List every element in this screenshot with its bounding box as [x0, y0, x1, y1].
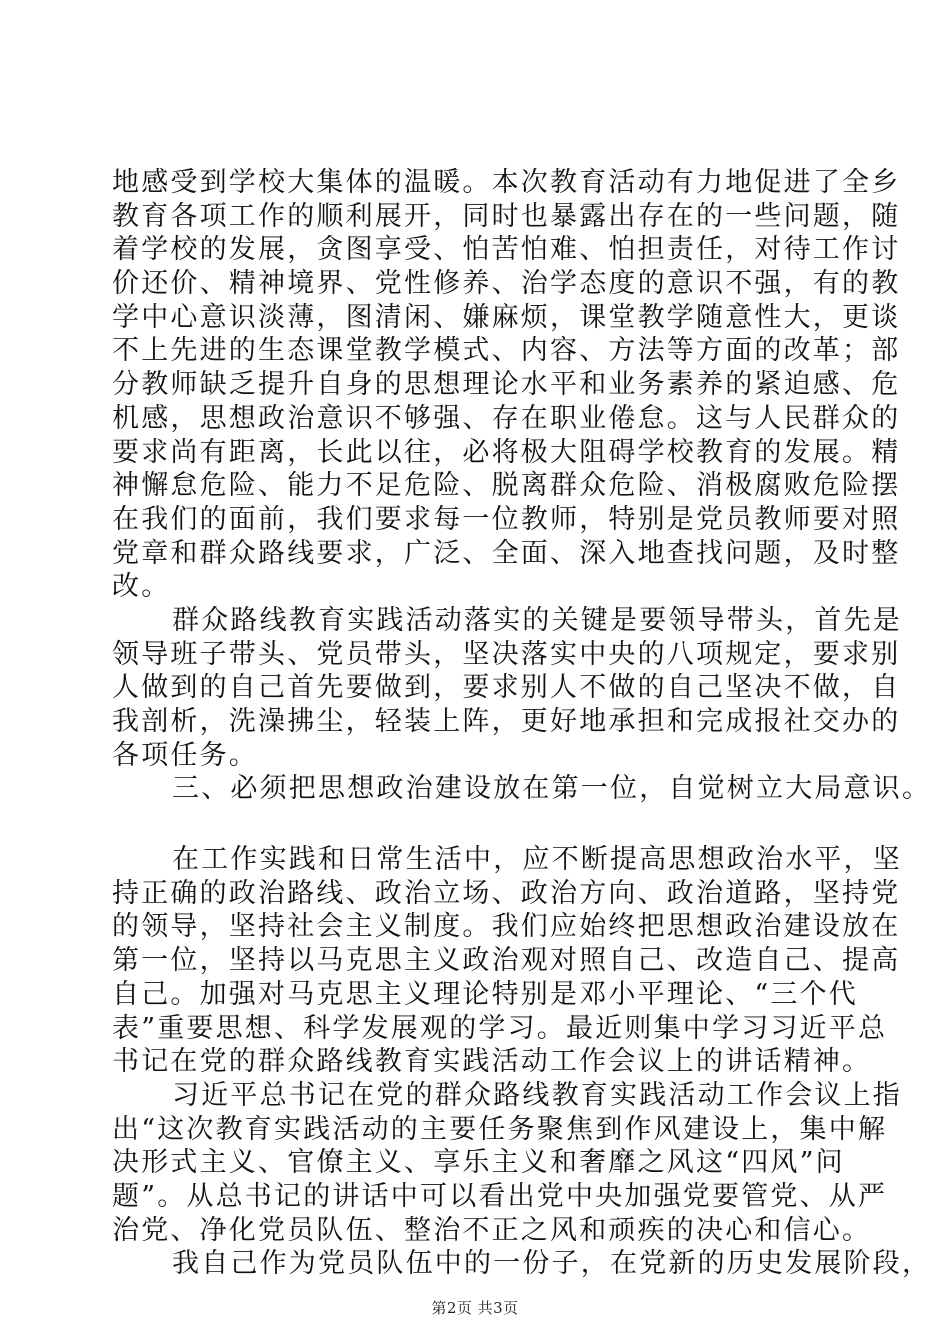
text-line: 我剖析，洗澡拂尘，轻装上阵，更好地承担和完成报社交办的 [112, 706, 901, 737]
document-body [112, 166, 932, 1281]
paragraph-spacer [112, 806, 852, 843]
text-line: 第一位，坚持以马克思主义政治观对照自己、改造自己、提高 [112, 945, 901, 977]
text-line: 习近平总书记在党的群众路线教育实践活动工作会议上指 [172, 1079, 902, 1111]
text-line: 出“这次教育实践活动的主要任务聚焦到作风建设上，集中解 [112, 1113, 888, 1145]
text-line: 不上先进的生态课堂教学模式、内容、方法等方面的改革；部 [112, 335, 901, 367]
text-line: 我自己作为党员队伍中的一份子，在党新的历史发展阶段， [172, 1248, 932, 1280]
text-line: 着学校的发展，贪图享受、怕苦怕难、怕担责任，对待工作讨 [112, 234, 901, 266]
text-line: 要求尚有距离，长此以往，必将极大阻碍学校教育的发展。精 [112, 436, 901, 468]
page-footer: 第2页 共3页 [431, 1299, 519, 1317]
text-line: 学中心意识淡薄，图清闲、嫌麻烦，课堂教学随意性大，更谈 [112, 301, 901, 333]
text-line: 各项任务。 [112, 739, 258, 771]
text-line: 价还价、精神境界、党性修养、治学态度的意识不强，有的教 [112, 268, 901, 300]
text-line: 自己。加强对马克思主义理论特别是邓小平理论、“三个代 [112, 978, 859, 1010]
text-line: 决形式主义、官僚主义、享乐主义和奢靡之风这“四风”问 [112, 1147, 845, 1179]
text-line: 人做到的自己首先要做到，要求别人不做的自己坚决不做，自 [112, 672, 901, 704]
text-line: 在我们的面前，我们要求每一位教师，特别是党员教师要对照 [112, 503, 901, 535]
text-line: 神懈怠危险、能力不足危险、脱离群众危险、消极腐败危险摆 [112, 470, 901, 502]
text-line: 持正确的政治路线、政治立场、政治方向、政治道路，坚持党 [112, 877, 901, 909]
text-line: 在工作实践和日常生活中，应不断提高思想政治水平，坚 [172, 844, 902, 876]
text-line: 地感受到学校大集体的温暖。本次教育活动有力地促进了全乡 [112, 167, 901, 198]
text-line: 三、必须把思想政治建设放在第一位，自觉树立大局意识。 [172, 773, 932, 805]
text-line: 党章和群众路线要求，广泛、全面、深入地查找问题，及时整 [112, 537, 901, 569]
text-line: 表”重要思想、科学发展观的学习。最近则集中学习习近平总 [112, 1012, 888, 1044]
text-line: 群众路线教育实践活动落实的关键是要领导带头，首先是 [172, 604, 902, 636]
text-line: 教育各项工作的顺利展开，同时也暴露出存在的一些问题，随 [112, 200, 901, 232]
text-line: 改。 [112, 571, 171, 603]
text-line: 的领导，坚持社会主义制度。我们应始终把思想政治建设放在 [112, 911, 901, 943]
text-line: 分教师缺乏提升自身的思想理论水平和业务素养的紧迫感、危 [112, 369, 901, 401]
text-line: 书记在党的群众路线教育实践活动工作会议上的讲话精神。 [112, 1046, 872, 1078]
text-line: 题”。从总书记的讲话中可以看出党中央加强党要管党、从严 [112, 1180, 888, 1212]
text-line: 治党、净化党员队伍、整治不正之风和顽疾的决心和信心。 [112, 1214, 872, 1246]
text-line: 领导班子带头、党员带头，坚决落实中央的八项规定，要求别 [112, 638, 901, 670]
text-line: 机感，思想政治意识不够强、存在职业倦怠。这与人民群众的 [112, 402, 901, 434]
